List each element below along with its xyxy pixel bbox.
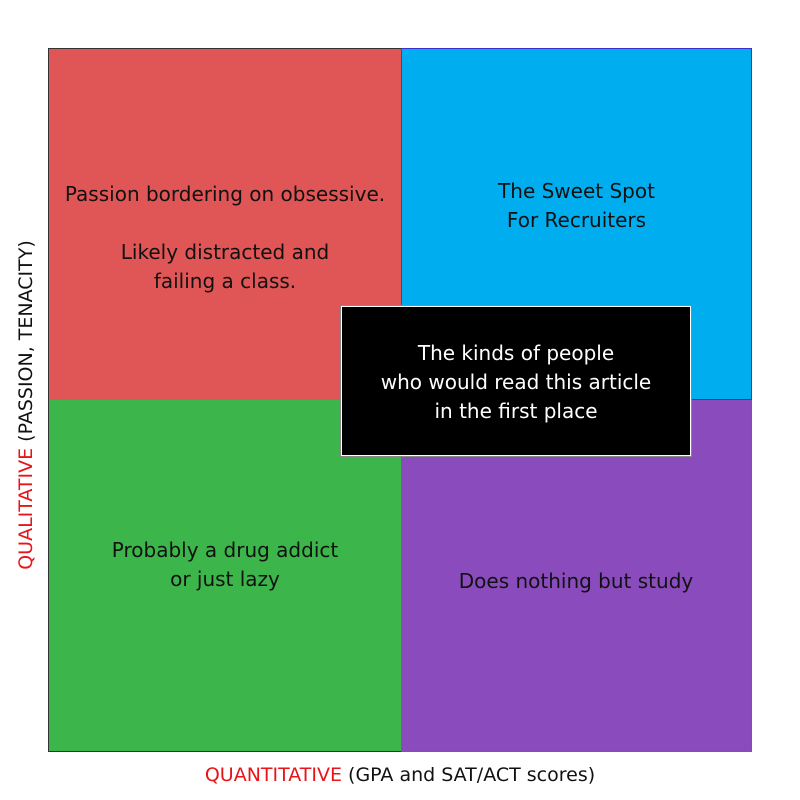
x-axis-label <box>0 762 800 788</box>
quadrant-top-left-line-1: Passion bordering on obsessive. <box>64 182 386 206</box>
quadrant-top-right-line-1: The Sweet Spot <box>498 179 655 203</box>
center-box-line-1: The kinds of people <box>417 341 615 365</box>
x-axis-title: QUANTITATIVE <box>204 764 342 786</box>
x-axis-detail: (GPA and SAT/ACT scores) <box>348 764 596 786</box>
center-box-line-2: who would read this article <box>380 370 652 394</box>
quadrant-bottom-left-line-2: or just lazy <box>170 567 280 591</box>
quadrant-bottom-right-line-1: Does nothing but study <box>458 569 694 593</box>
quadrant-top-left-line-3: failing a class. <box>153 269 297 293</box>
y-axis-title: QUALITATIVE <box>15 447 37 570</box>
center-overlay-box <box>341 306 691 456</box>
y-axis-detail: (PASSION, TENACITY) <box>15 240 37 442</box>
quadrant-top-left-line-2: Likely distracted and <box>120 240 330 264</box>
y-axis-label <box>13 240 39 570</box>
quadrant-bottom-left-line-1: Probably a drug addict <box>111 538 339 562</box>
quadrant-top-right-line-2: For Recruiters <box>506 208 647 232</box>
center-box-line-3: in the first place <box>434 399 598 423</box>
